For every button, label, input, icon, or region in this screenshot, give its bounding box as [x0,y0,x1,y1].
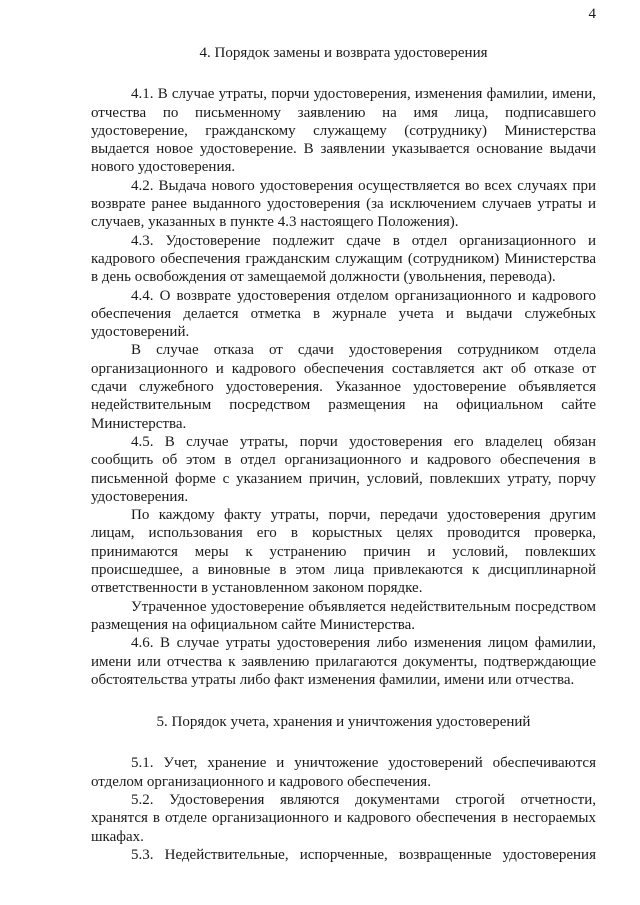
paragraph-4-5-lost: Утраченное удостоверение объявляется недействительным посредством размещения на официальном сайте Министерства. [91,598,596,633]
section-5-heading: 5. Порядок учета, хранения и уничтожения удостоверений [156,714,531,731]
page-number: 4 [588,6,596,22]
document-body [91,44,596,864]
section-4-heading: 4. Порядок замены и возврата удостоверения [199,45,488,61]
paragraph-4-1: 4.1. В случае утраты, порчи удостоверения, изменения фамилии, имени, отчества по письменному заявлению на имя лица, подписавшего удостоверение, гражданскому служащему (сотруднику) Министерства выдается новое удостоверение. В заявлении указывается основание выдачи нового удостоверения. [91,86,596,176]
paragraph-4-6: 4.6. В случае утраты удостоверения либо изменения лицом фамилии, имени или отчества к заявлению прилагаются документы, подтверждающие обстоятельства утраты либо факт изменения фамилии, имени или отчества. [91,635,596,688]
paragraph-5-2: 5.2. Удостоверения являются документами строгой отчетности, хранятся в отделе организационного и кадрового обеспечения в несгораемых шкафах. [91,791,596,845]
paragraph-4-5-inspection: По каждому факту утраты, порчи, передачи удостоверения другим лицам, использования его в корыстных целях проводится проверка, принимаются меры к устранению причин и условий, повлекших происшедшее, а виновные в этом лица привлекаются к дисциплинарной ответственности в установленном законом порядке. [91,507,596,597]
paragraph-4-5: 4.5. В случае утраты, порчи удостоверения его владелец обязан сообщить об этом в отдел организационного и кадрового обеспечения в письменной форме с указанием причин, условий, повлекших утрату, порчу удостоверения. [91,433,596,505]
paragraph-4-2: 4.2. Выдача нового удостоверения осуществляется во всех случаях при возврате ранее выданного удостоверения (за исключением случаев утраты и случаев, указанных в пункте 4.3 настоящего Положения). [91,177,596,231]
paragraph-4-3: 4.3. Удостоверение подлежит сдаче в отдел организационного и кадрового обеспечения гражданским служащим (сотрудником) Министерства в день освобождения от замещаемой должности (увольнения, перевода). [91,232,596,286]
paragraph-5-3: 5.3. Недействительные, испорченные, возвращенные удостоверения [131,846,596,863]
paragraph-4-4-refusal: В случае отказа от сдачи удостоверения сотрудником отдела организационного и кадрового обеспечения составляется акт об отказе от сдачи служебного удостоверения. Указанное удостоверение объявляется недействительным посредством размещения на официальном сайте Министерства. [91,342,596,432]
paragraph-5-1: 5.1. Учет, хранение и уничтожение удостоверений обеспечиваются отделом организационного и кадрового обеспечения. [91,755,596,790]
paragraph-4-4: 4.4. О возврате удостоверения отделом организационного и кадрового обеспечения делается отметка в журнале учета и выдачи служебных удостоверений. [91,287,596,341]
